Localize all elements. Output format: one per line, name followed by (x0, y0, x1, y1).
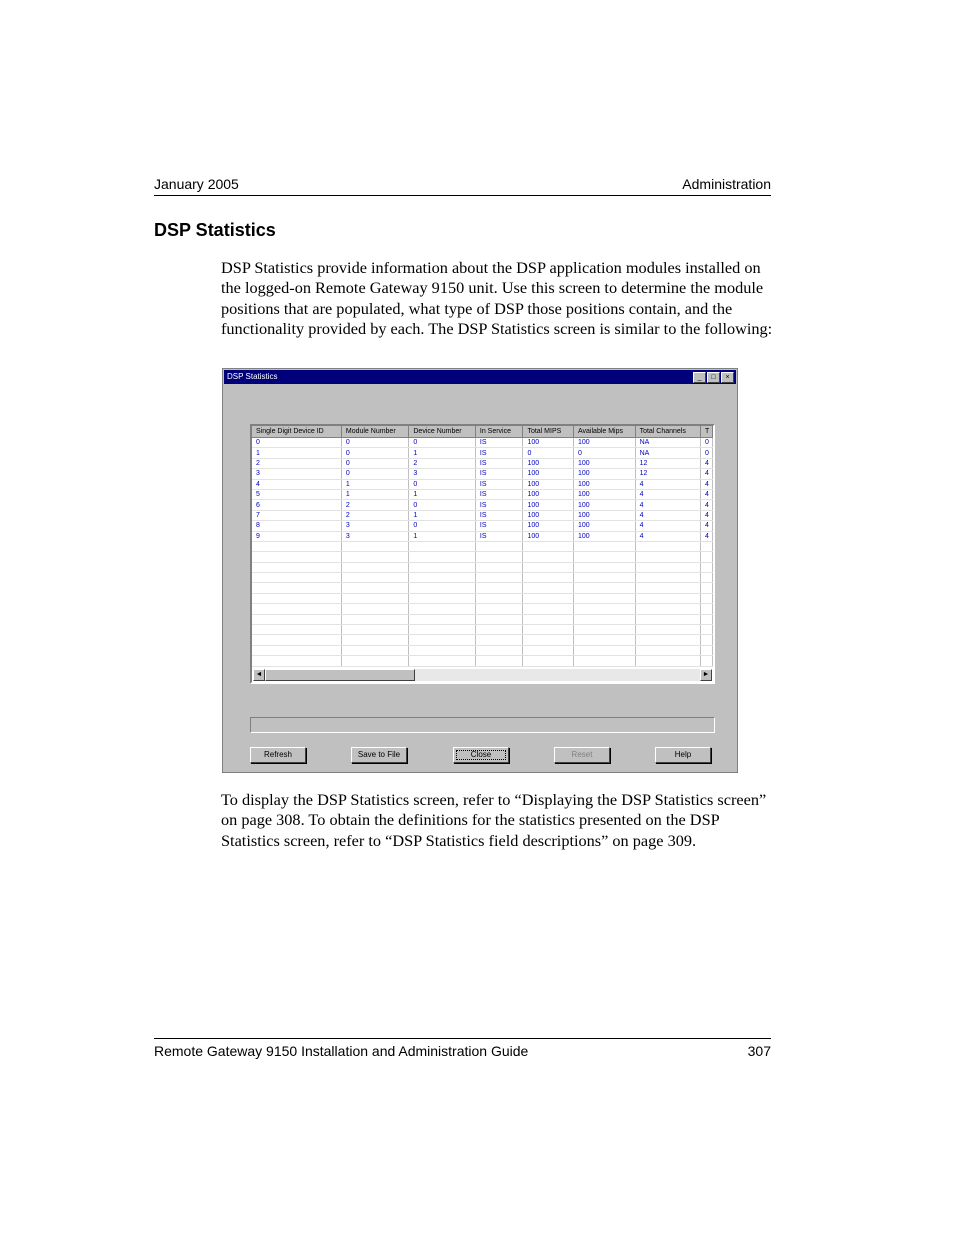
table-cell: IS (475, 469, 523, 479)
table-cell (635, 614, 700, 624)
table-cell (701, 562, 713, 572)
table-cell: 7 (252, 510, 341, 520)
table-row[interactable] (252, 573, 713, 583)
table-cell (341, 645, 409, 655)
save-to-file-button[interactable]: Save to File (351, 747, 407, 763)
scroll-left-icon[interactable]: ◄ (253, 669, 265, 681)
table-cell (574, 552, 636, 562)
window-titlebar[interactable] (224, 370, 736, 384)
table-cell (523, 645, 574, 655)
table-row[interactable] (252, 593, 713, 603)
table-cell: 0 (341, 448, 409, 458)
table-row[interactable] (252, 552, 713, 562)
table-cell (409, 656, 476, 666)
table-cell (574, 625, 636, 635)
table-cell (574, 583, 636, 593)
section-title: DSP Statistics (154, 220, 276, 240)
table-row[interactable] (252, 625, 713, 635)
table-cell (252, 541, 341, 551)
table-cell: 3 (409, 469, 476, 479)
table-cell: 2 (409, 458, 476, 468)
table-cell (635, 635, 700, 645)
table-row[interactable] (252, 635, 713, 645)
table-cell (574, 562, 636, 572)
table-cell: IS (475, 448, 523, 458)
table-cell (252, 625, 341, 635)
table-cell (574, 635, 636, 645)
table-cell (341, 625, 409, 635)
maximize-icon[interactable]: □ (707, 372, 720, 383)
table-cell: 1 (409, 448, 476, 458)
table-cell: 100 (574, 479, 636, 489)
table-cell (475, 593, 523, 603)
scroll-right-icon[interactable]: ► (700, 669, 712, 681)
table-cell (252, 635, 341, 645)
table-cell (701, 625, 713, 635)
column-header[interactable]: Single Digit Device ID (252, 426, 341, 438)
table-cell (475, 604, 523, 614)
table-cell (523, 635, 574, 645)
table-cell (701, 541, 713, 551)
table-cell: IS (475, 521, 523, 531)
window-title: DSP Statistics (227, 372, 278, 381)
table-cell: 4 (701, 469, 713, 479)
scroll-thumb[interactable] (265, 669, 415, 681)
table-cell (409, 573, 476, 583)
table-cell (523, 614, 574, 624)
table-cell: 100 (523, 479, 574, 489)
table-cell (635, 625, 700, 635)
table-cell: 1 (409, 510, 476, 520)
table-cell (341, 573, 409, 583)
table-cell: 0 (341, 458, 409, 468)
table-cell (409, 635, 476, 645)
table-cell (701, 635, 713, 645)
table-cell: IS (475, 500, 523, 510)
table-cell: 0 (409, 500, 476, 510)
table-cell (635, 593, 700, 603)
minimize-icon[interactable]: _ (693, 372, 706, 383)
table-cell: 5 (252, 489, 341, 499)
table-cell: 8 (252, 521, 341, 531)
table-cell (341, 635, 409, 645)
page-header (154, 175, 771, 196)
table-cell: 100 (523, 458, 574, 468)
table-cell (701, 552, 713, 562)
table-cell (409, 541, 476, 551)
table-cell (701, 645, 713, 655)
table-cell: 12 (635, 458, 700, 468)
column-header[interactable]: In Service (475, 426, 523, 438)
table-cell: 100 (574, 531, 636, 541)
table-cell: 1 (409, 489, 476, 499)
table-cell (409, 645, 476, 655)
table-cell: 3 (252, 469, 341, 479)
table-cell: 3 (341, 531, 409, 541)
table-cell (523, 552, 574, 562)
statistics-grid[interactable] (250, 424, 715, 684)
table-cell (475, 573, 523, 583)
table-row[interactable] (252, 531, 713, 541)
table-cell: NA (635, 438, 700, 448)
table-cell: 1 (341, 479, 409, 489)
table-cell: 100 (574, 521, 636, 531)
table-cell: 100 (574, 510, 636, 520)
table-row[interactable] (252, 479, 713, 489)
table-cell: 4 (635, 479, 700, 489)
table-cell: 100 (523, 438, 574, 448)
close-button[interactable]: Close (453, 747, 509, 763)
column-header[interactable]: Module Number (341, 426, 409, 438)
table-cell: 100 (523, 500, 574, 510)
table-row[interactable] (252, 448, 713, 458)
table-cell (475, 541, 523, 551)
table-row[interactable] (252, 656, 713, 666)
table-cell: 100 (574, 469, 636, 479)
table-cell (409, 593, 476, 603)
table-cell (252, 593, 341, 603)
page-number: 307 (747, 1043, 771, 1059)
table-cell: 2 (341, 500, 409, 510)
table-cell: 100 (574, 458, 636, 468)
table-row[interactable] (252, 510, 713, 520)
table-cell: 100 (574, 500, 636, 510)
table-cell (252, 573, 341, 583)
table-cell (341, 604, 409, 614)
table-cell (252, 614, 341, 624)
table-cell (701, 614, 713, 624)
table-cell: IS (475, 458, 523, 468)
table-header-row (252, 426, 713, 438)
table-cell: IS (475, 531, 523, 541)
table-cell: 100 (523, 469, 574, 479)
table-cell (409, 614, 476, 624)
table-cell (252, 656, 341, 666)
table-cell (574, 573, 636, 583)
table-cell (635, 656, 700, 666)
table-cell: 100 (523, 521, 574, 531)
table-row[interactable] (252, 614, 713, 624)
table-cell: 0 (341, 469, 409, 479)
table-cell (523, 604, 574, 614)
column-header[interactable]: Total Channels (635, 426, 700, 438)
table-cell (475, 614, 523, 624)
table-cell (523, 573, 574, 583)
table-cell (523, 625, 574, 635)
table-cell: 100 (574, 489, 636, 499)
table-cell (701, 593, 713, 603)
table-row[interactable] (252, 604, 713, 614)
table-cell (523, 583, 574, 593)
table-cell (252, 583, 341, 593)
close-icon[interactable]: × (721, 372, 734, 383)
table-cell (475, 645, 523, 655)
dsp-statistics-window (222, 368, 738, 773)
column-header[interactable]: Total MIPS (523, 426, 574, 438)
table-row[interactable] (252, 458, 713, 468)
table-cell: 1 (252, 448, 341, 458)
footer-title: Remote Gateway 9150 Installation and Administration Guide (154, 1043, 529, 1059)
table-cell (475, 656, 523, 666)
table-cell (635, 604, 700, 614)
reset-button[interactable]: Reset (554, 747, 610, 763)
table-cell (252, 604, 341, 614)
table-cell (635, 541, 700, 551)
table-cell (341, 583, 409, 593)
table-cell: 12 (635, 469, 700, 479)
table-cell (635, 573, 700, 583)
table-cell (523, 541, 574, 551)
table-cell (475, 635, 523, 645)
statistics-table (252, 426, 713, 667)
table-cell (701, 604, 713, 614)
header-section: Administration (682, 176, 771, 192)
table-row[interactable] (252, 541, 713, 551)
table-cell: 100 (523, 510, 574, 520)
table-cell: IS (475, 510, 523, 520)
table-cell: 0 (409, 438, 476, 448)
table-cell (409, 552, 476, 562)
table-cell: 4 (701, 489, 713, 499)
page-footer (154, 1038, 771, 1061)
table-cell: IS (475, 489, 523, 499)
table-cell (523, 656, 574, 666)
table-cell: 6 (252, 500, 341, 510)
horizontal-scrollbar[interactable] (253, 669, 712, 681)
table-row[interactable] (252, 562, 713, 572)
table-cell (701, 656, 713, 666)
table-cell: 4 (701, 458, 713, 468)
table-row[interactable] (252, 645, 713, 655)
table-cell: 0 (252, 438, 341, 448)
table-cell (701, 573, 713, 583)
table-cell (475, 552, 523, 562)
table-cell: 4 (635, 531, 700, 541)
closing-paragraph: To display the DSP Statistics screen, refer to “Displaying the DSP Statistics screen” on page 308. To obtain the definitions for the statistics presented on the DSP Statistics screen, refer to “DSP Statistics field descriptions” on page 309. (221, 790, 767, 850)
table-cell: 4 (701, 510, 713, 520)
table-cell (574, 541, 636, 551)
table-cell: 4 (635, 521, 700, 531)
table-cell (341, 656, 409, 666)
table-cell (523, 562, 574, 572)
header-date: January 2005 (154, 176, 239, 192)
column-header[interactable]: Device Number (409, 426, 476, 438)
table-cell: 4 (635, 489, 700, 499)
table-cell: 4 (701, 500, 713, 510)
table-row[interactable] (252, 469, 713, 479)
table-cell: 4 (252, 479, 341, 489)
table-cell (574, 593, 636, 603)
table-cell (341, 562, 409, 572)
table-cell (475, 562, 523, 572)
table-cell: 0 (701, 438, 713, 448)
table-cell (574, 604, 636, 614)
intro-paragraph: DSP Statistics provide information about the DSP application modules installed on the logged-on Remote Gateway 9150 unit. Use this screen to determine the module positions that are populated, what type of DSP those positions contain, and the functionality provided by each. The DSP Statistics screen is similar to the following: (221, 258, 773, 338)
table-cell (252, 552, 341, 562)
table-cell (341, 593, 409, 603)
table-cell (523, 593, 574, 603)
table-cell: 0 (574, 448, 636, 458)
table-cell (409, 583, 476, 593)
table-cell: 100 (574, 438, 636, 448)
table-cell: 0 (409, 479, 476, 489)
column-header[interactable]: T (701, 426, 713, 438)
table-row[interactable] (252, 521, 713, 531)
table-cell (635, 552, 700, 562)
table-row[interactable] (252, 438, 713, 448)
table-cell (409, 562, 476, 572)
table-row[interactable] (252, 583, 713, 593)
column-header[interactable]: Available Mips (574, 426, 636, 438)
table-cell (574, 656, 636, 666)
table-cell (252, 645, 341, 655)
table-cell: 4 (701, 531, 713, 541)
table-cell: 4 (635, 500, 700, 510)
table-cell: IS (475, 479, 523, 489)
table-cell: 4 (635, 510, 700, 520)
table-row[interactable] (252, 489, 713, 499)
table-row[interactable] (252, 500, 713, 510)
table-cell: 0 (701, 448, 713, 458)
table-cell (574, 614, 636, 624)
table-cell: 0 (341, 438, 409, 448)
status-bar (250, 717, 715, 733)
table-cell: 2 (341, 510, 409, 520)
table-cell (635, 645, 700, 655)
table-cell: 4 (701, 521, 713, 531)
table-cell (574, 645, 636, 655)
table-cell: IS (475, 438, 523, 448)
table-cell (409, 604, 476, 614)
help-button[interactable]: Help (655, 747, 711, 763)
table-cell: 0 (409, 521, 476, 531)
table-cell (475, 583, 523, 593)
table-cell (341, 614, 409, 624)
table-cell (701, 583, 713, 593)
table-cell (252, 562, 341, 572)
table-cell (341, 552, 409, 562)
refresh-button[interactable]: Refresh (250, 747, 306, 763)
table-cell: 100 (523, 489, 574, 499)
table-cell (475, 625, 523, 635)
table-cell: 9 (252, 531, 341, 541)
table-cell (409, 625, 476, 635)
table-cell (635, 562, 700, 572)
table-cell (341, 541, 409, 551)
table-cell: 2 (252, 458, 341, 468)
table-cell: 0 (523, 448, 574, 458)
table-cell: 1 (341, 489, 409, 499)
table-cell: 100 (523, 531, 574, 541)
table-cell (635, 583, 700, 593)
table-cell: 1 (409, 531, 476, 541)
table-cell: NA (635, 448, 700, 458)
table-cell: 4 (701, 479, 713, 489)
table-cell: 3 (341, 521, 409, 531)
